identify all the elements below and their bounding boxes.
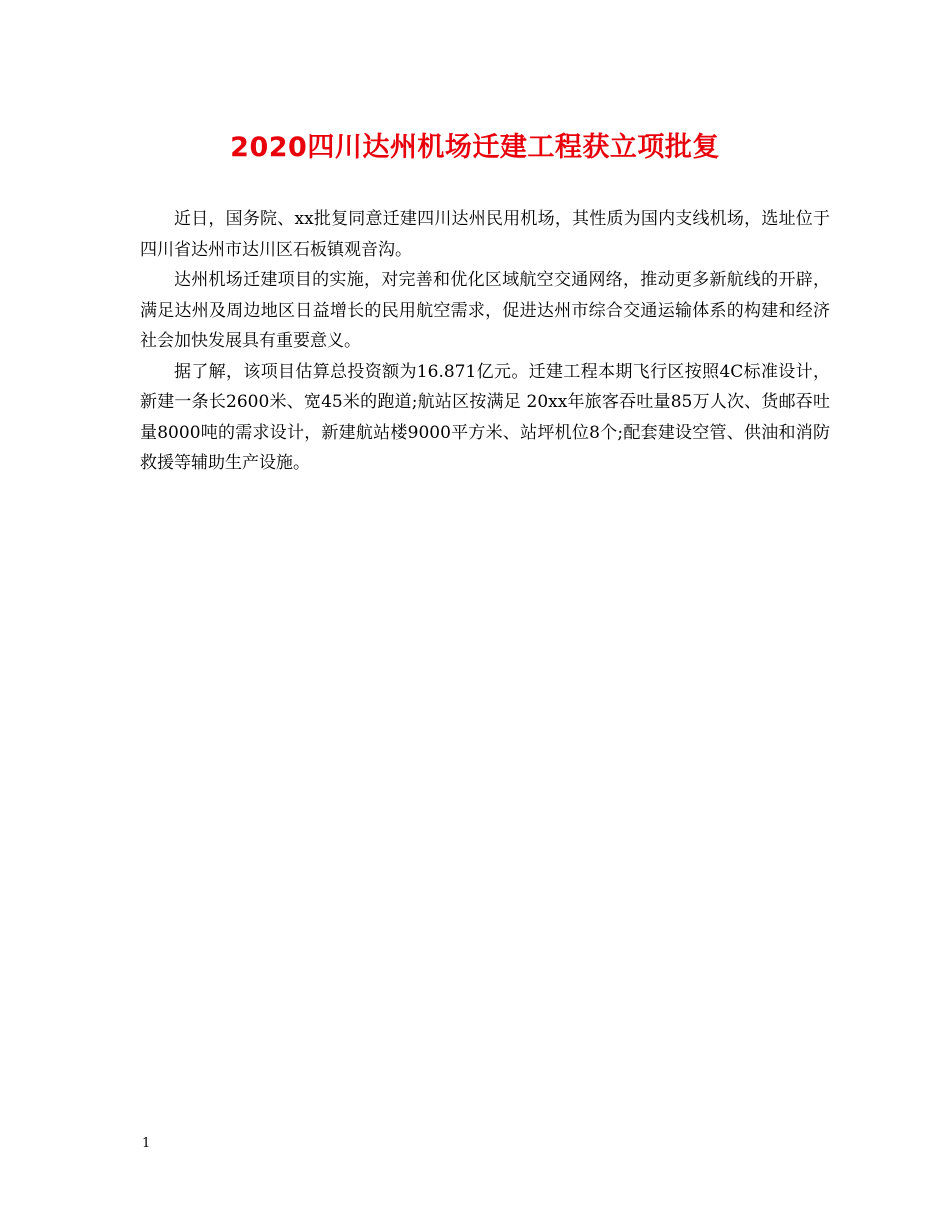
- document-title: 2020四川达州机场迁建工程获立项批复: [230, 132, 720, 163]
- paragraph-approval: 近日，国务院、xx批复同意迁建四川达州民用机场，其性质为国内支线机场，选址位于四川省达州市达川区石板镇观音沟。: [140, 209, 830, 260]
- paragraph-significance: 达州机场迁建项目的实施，对完善和优化区域航空交通网络，推动更多新航线的开辟，满足达州及周边地区日益增长的民用航空需求，促进达州市综合交通运输体系的构建和经济社会加快发展具有重要意义。: [140, 270, 830, 351]
- page-number: 1: [142, 1136, 151, 1151]
- document-body: [140, 204, 830, 479]
- paragraph-investment: 据了解，该项目估算总投资额为16.871亿元。迁建工程本期飞行区按照4C标准设计，新建一条长2600米、宽45米的跑道;航站区按满足 20xx年旅客吞吐量85万人次、货邮吞吐量8000吨的需求设计，新建航站楼9000平方米、站坪机位8个;配套建设空管、供油和消防救援等辅助生产设施。: [140, 361, 830, 473]
